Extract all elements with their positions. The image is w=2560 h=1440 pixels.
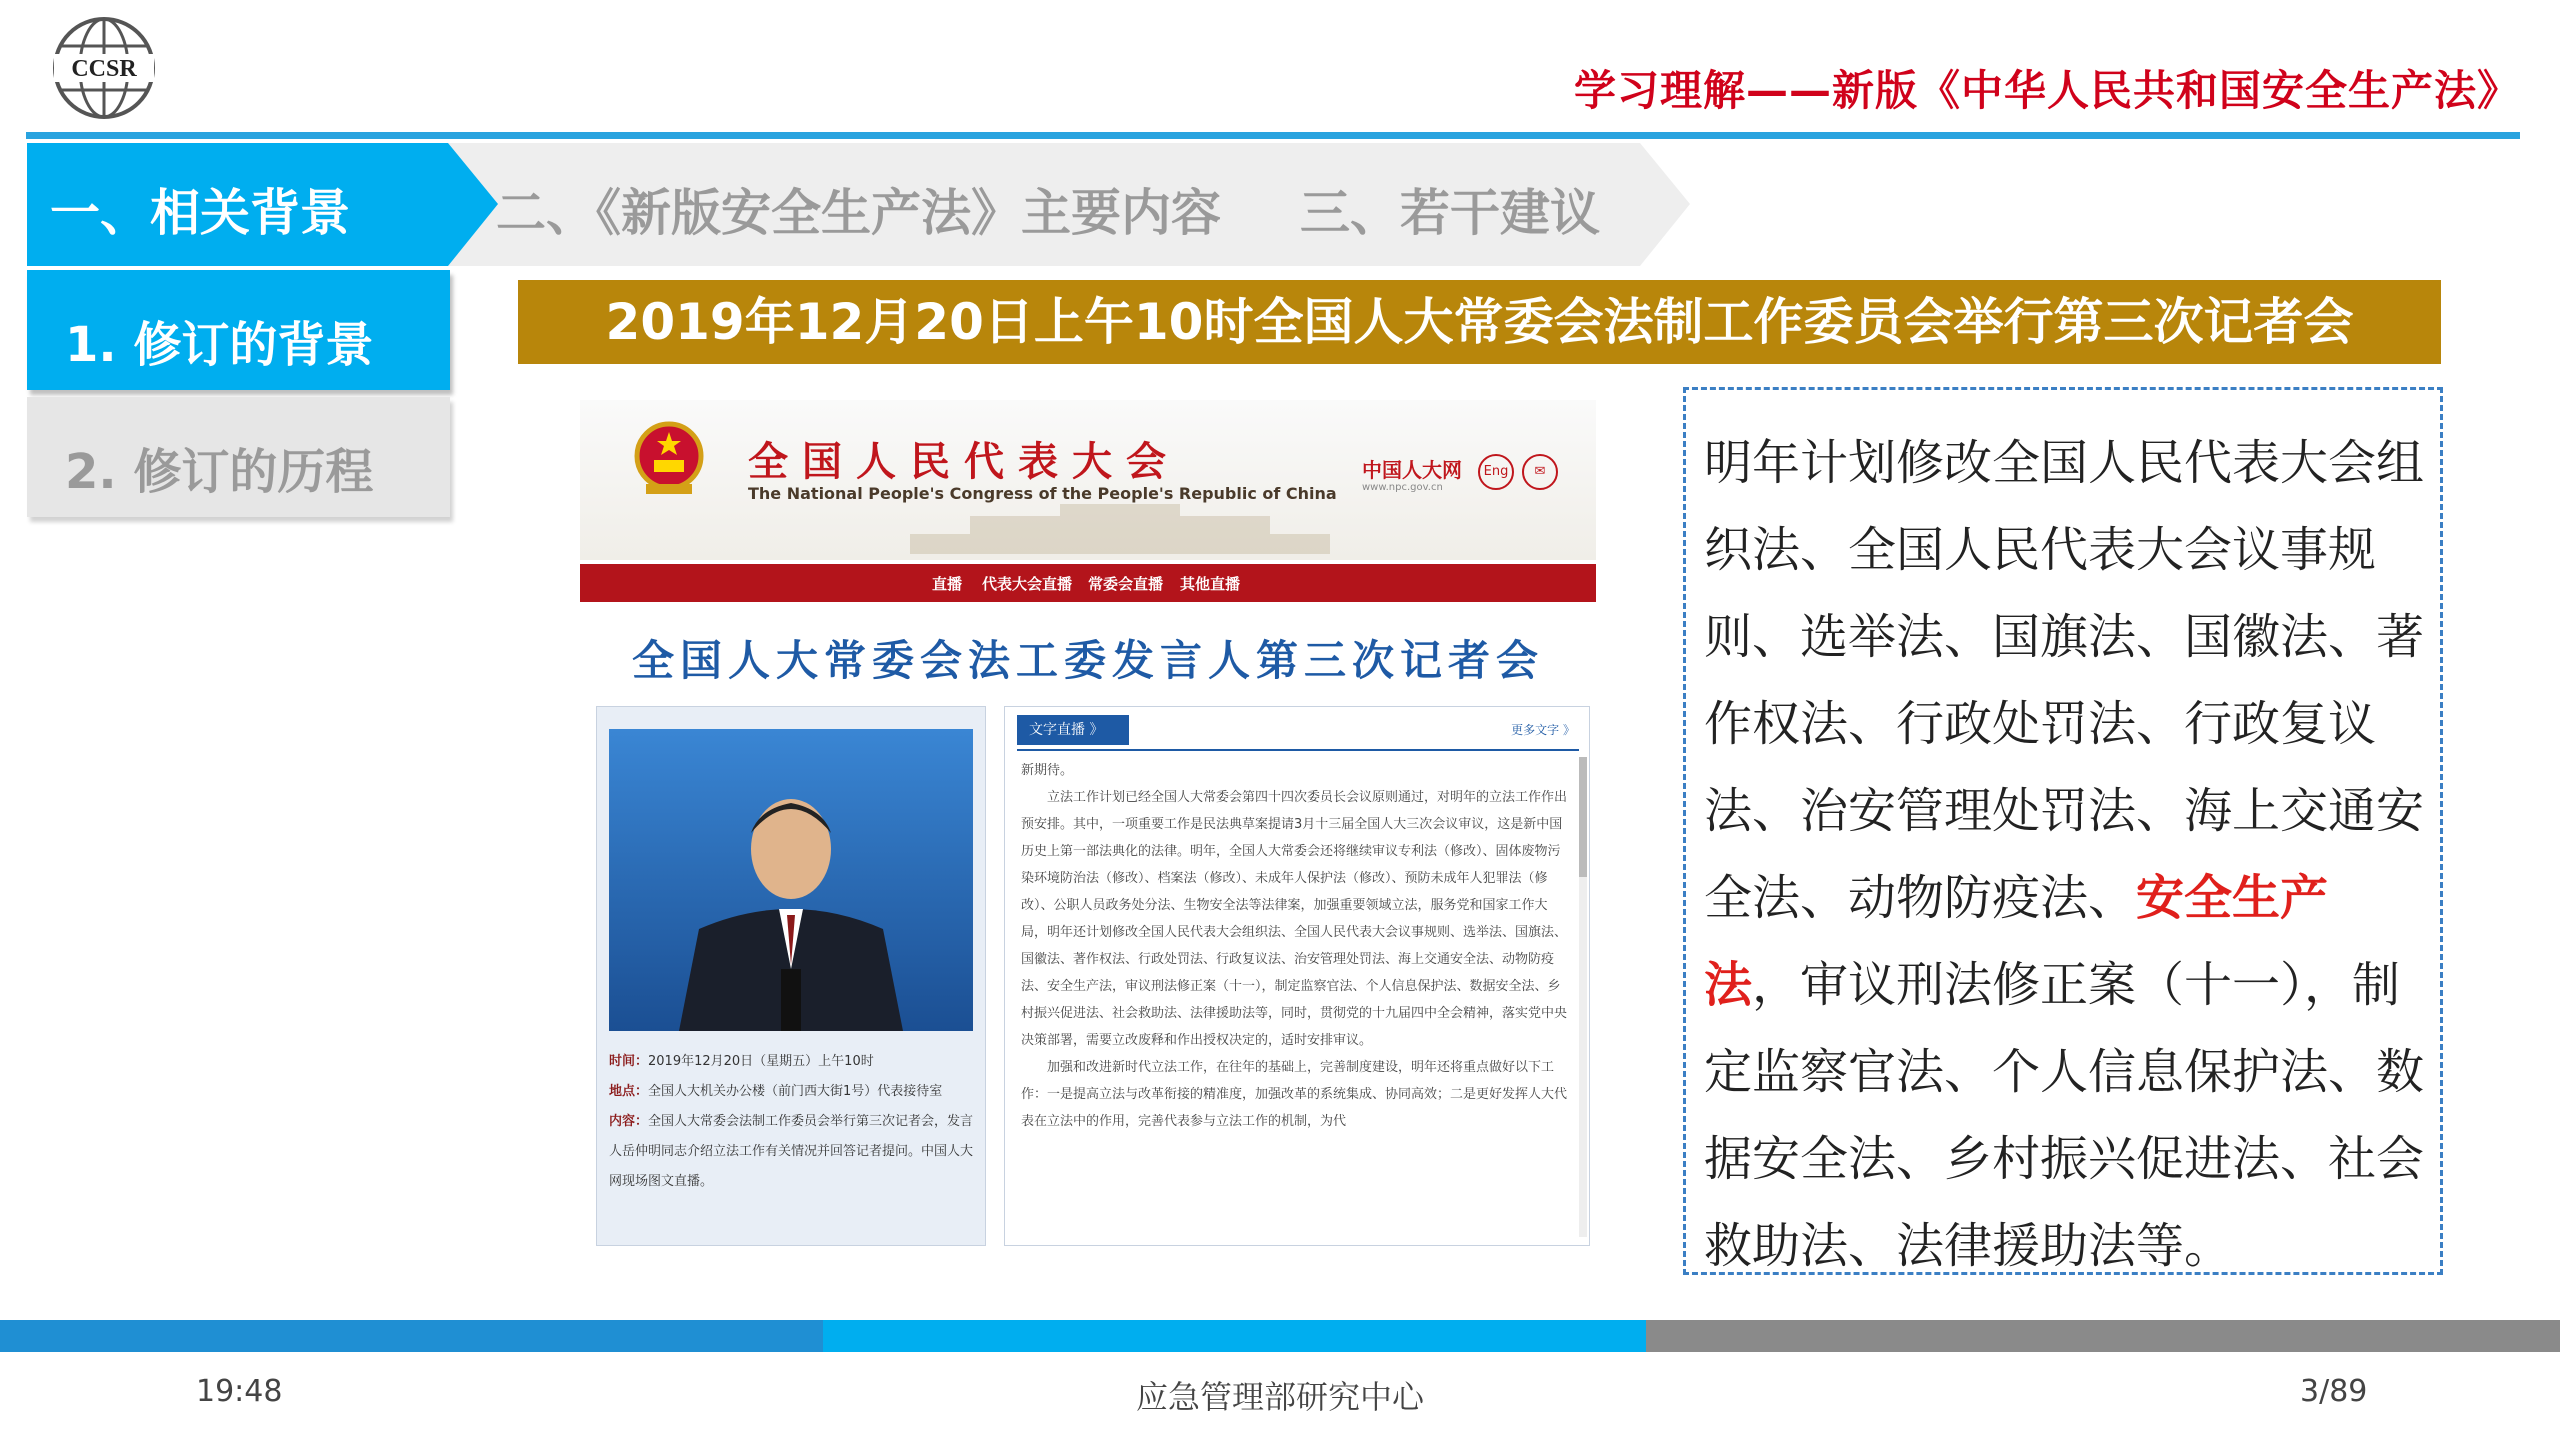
npc-header bbox=[580, 400, 1596, 560]
npc-nav-item: 常委会直播 bbox=[1088, 575, 1164, 593]
header-divider bbox=[26, 132, 2520, 139]
national-emblem-icon bbox=[632, 418, 706, 498]
live-text-tab: 文字直播 》 bbox=[1017, 715, 1129, 745]
legislation-plan-text bbox=[1704, 420, 2424, 1290]
npc-nav-item: 代表大会直播 bbox=[982, 575, 1073, 593]
speaker-panel bbox=[596, 706, 986, 1246]
footer-bar-segment bbox=[0, 1320, 823, 1352]
live-text-paragraph: 立法工作计划已经全国人大常委会第四十四次委员长会议原则通过，对明年的立法工作作出预安排。其中，一项重要工作是民法典草案提请3月十三届全国人大三次会议审议，这是新中国历史上第一部法典化的法律。明年，全国人大常委会还将继续审议专利法（修改）、固体废物污染环境防治法（修改）、档案法（修改）、未成年人保护法（修改）、预防未成年人犯罪法（修改）、公职人员政务处分法、生物安全法等法律案，加强重要领域立法，服务党和国家工作大局，明年还计划修改全国人民代表大会组织法、全国人民代表大会议事规则、选举法、国旗法、国徽法、著作权法、行政处罚法、行政复议法、治安管理处罚法、海上交通安全法、动物防疫法、安全生产法，审议刑法修正案（十一），制定监察官法、个人信息保护法、数据安全法、乡村振兴促进法、社会救助法、法律援助法等，同时，贯彻党的十九届四中全会精神，落实党中央决策部署，需要立改废释和作出授权决定的，适时安排审议。 bbox=[1021, 790, 1568, 1048]
meta-time-label: 时间： bbox=[609, 1054, 649, 1069]
english-link-icon: Eng bbox=[1478, 454, 1514, 490]
mail-icon: ✉ bbox=[1522, 454, 1558, 490]
presentation-title: 学习理解——新版《中华人民共和国安全生产法》 bbox=[1573, 66, 2520, 115]
more-text-link: 更多文字 》 bbox=[1511, 723, 1575, 737]
meta-content: 全国人大常委会法制工作委员会举行第三次记者会，发言人岳仲明同志介绍立法工作有关情况并回答记者提问。中国人大网现场图文直播。 bbox=[609, 1114, 974, 1189]
live-text-scrollbar bbox=[1579, 757, 1587, 1237]
meta-place-label: 地点： bbox=[609, 1084, 649, 1099]
section-banner: 2019年12月20日上午10时全国人大常委会法制工作委员会举行第三次记者会 bbox=[518, 280, 2441, 364]
footer-bar-segment bbox=[823, 1320, 1646, 1352]
great-hall-illustration bbox=[910, 504, 1330, 554]
tab-background[interactable]: 一、相关背景 bbox=[50, 184, 350, 242]
meta-content-label: 内容： bbox=[609, 1114, 649, 1129]
npc-live-nav bbox=[580, 564, 1596, 602]
event-meta bbox=[609, 1047, 979, 1197]
subtab-revision-background[interactable]: 1. 修订的背景 bbox=[27, 270, 450, 390]
footer-organization: 应急管理部研究中心 bbox=[1135, 1378, 1424, 1416]
plan-text-highlight: 安全生产法 bbox=[1704, 870, 2329, 1013]
section-nav bbox=[0, 143, 1700, 266]
live-text-paragraph: 加强和改进新时代立法工作，在往年的基础上，完善制度建设，明年还将重点做好以下工作：一是提高立法与改革衔接的精准度，加强改革的系统集成、协同高效；二是更好发挥人大代表在立法中的作用，完善代表参与立法工作的机制，为代 bbox=[1021, 1060, 1568, 1129]
live-text-intro: 新期待。 bbox=[1021, 763, 1074, 778]
npc-site-subtitle: The National People's Congress of the People's Republic of China bbox=[748, 484, 1337, 503]
npc-site-title: 全国人民代表大会 bbox=[748, 439, 1180, 485]
plan-text-after: ，审议刑法修正案（十一），制定监察官法、个人信息保护法、数据安全法、乡村振兴促进法、社会救助法、法律援助法等。 bbox=[1704, 957, 2425, 1274]
footer-time: 19:48 bbox=[196, 1374, 283, 1409]
footer-bar-segment bbox=[1646, 1320, 2560, 1352]
npc-nav-item: 直播 bbox=[932, 575, 963, 593]
subtab-revision-process[interactable]: 2. 修订的历程 bbox=[27, 397, 450, 517]
tab-suggestions[interactable]: 三、若干建议 bbox=[1300, 184, 1600, 242]
plan-text-before: 明年计划修改全国人民代表大会组织法、全国人民代表大会议事规则、选举法、国旗法、国徽法、著作权法、行政处罚法、行政复议法、治安管理处罚法、海上交通安全法、动物防疫法、 bbox=[1704, 435, 2425, 926]
meta-time: 2019年12月20日（星期五）上午10时 bbox=[648, 1054, 874, 1069]
scrollbar-thumb bbox=[1579, 757, 1587, 877]
live-text-panel bbox=[1004, 706, 1590, 1246]
legislation-plan-box bbox=[1683, 387, 2443, 1275]
live-text-body bbox=[1021, 757, 1569, 1243]
npc-nav-item: 其他直播 bbox=[1180, 575, 1241, 593]
meta-place: 全国人大机关办公楼（前门西大街1号）代表接待室 bbox=[648, 1084, 943, 1099]
tab-underline bbox=[1017, 749, 1579, 751]
tab-main-content[interactable]: 二、《新版安全生产法》主要内容 bbox=[496, 184, 1221, 242]
ccsr-logo bbox=[50, 14, 158, 122]
footer-page-number: 3/89 bbox=[2300, 1374, 2368, 1409]
npc-webpage-screenshot bbox=[580, 400, 1596, 1246]
logo-text: CCSR bbox=[71, 56, 137, 82]
speaker-photo bbox=[609, 729, 973, 1031]
press-conference-heading: 全国人大常委会法工委发言人第三次记者会 bbox=[631, 636, 1544, 685]
npc-brand: 中国人大网 bbox=[1362, 458, 1462, 482]
npc-url: www.npc.gov.cn bbox=[1362, 482, 1443, 493]
